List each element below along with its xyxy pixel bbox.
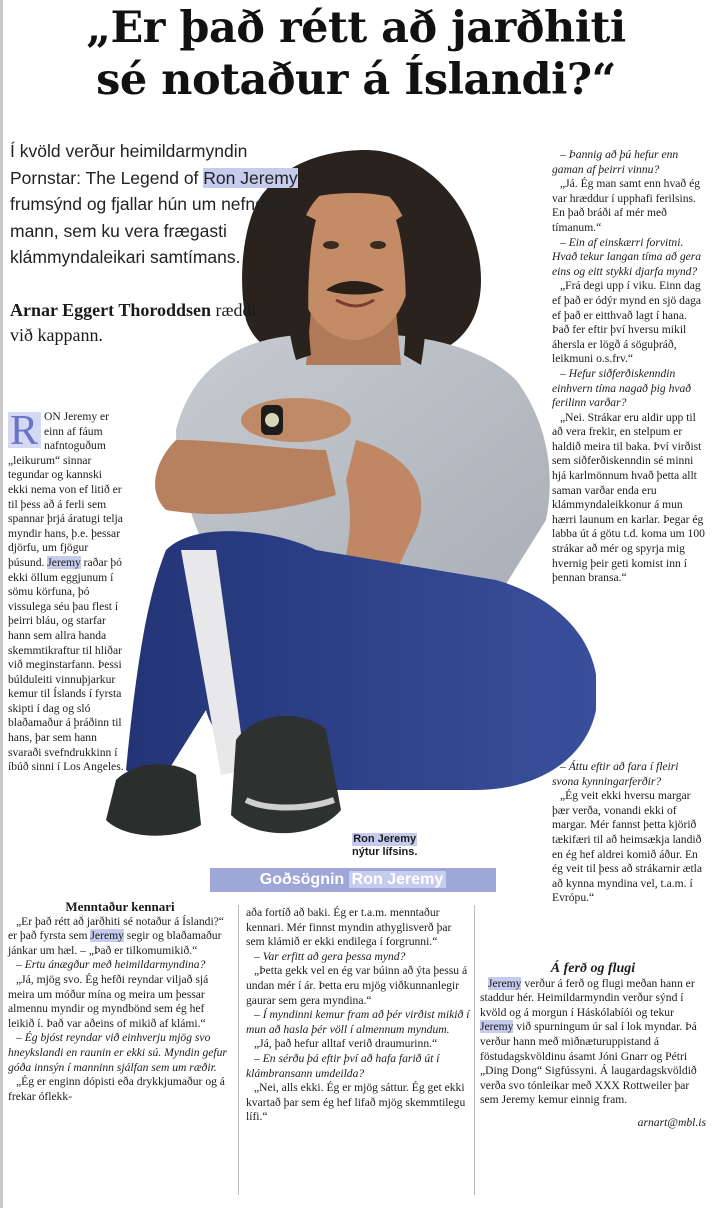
travel-section — [480, 962, 706, 1131]
banner-name: Ron Jeremy — [349, 871, 447, 888]
paragraph: aða fortíð að baki. Ég er t.a.m. menntaður kennari. Mér finnst myndin athyglisverð þar sem klámið er ekki endilega í forgrunni.“ — [246, 906, 452, 949]
page-edge — [0, 0, 3, 1208]
column-rule — [474, 905, 475, 1195]
answer: „Nei. Strákar eru aldir upp til að vera frekir, en stelpum er haldið meira til baka. Því virðist sem siðferðiskenndin sé minni hjá karlmönnum hvað þetta allt saman varðar enda eru klámmyndaleikkonur á mun hærri launum en karlar. Þegar ég labba út á götu t.d. koma um 100 strákar að mér og spyrja mig hvernig þeir geti komist inn í þennan bransa.“ — [552, 410, 705, 585]
paragraph — [8, 915, 232, 959]
question: – Áttu eftir að fara í fleiri svona kynningarferðir? — [552, 760, 679, 788]
answer: „Ég er enginn dópisti eða drykkjumaður og á frekar óflekk- — [8, 1075, 225, 1103]
intro-part-b: frumsýnd og fjallar hún um nefndan mann, sem ku vera frægasti klámmyndaleikari samtímans. — [10, 194, 285, 267]
answer: „Þetta gekk vel en ég var búinn að ýta þessu á undan mér í ár. Þetta eru mjög viðkunnanlegir gaurar sem gera myndina.“ — [246, 964, 468, 1007]
travel-para-b: við spurningum úr sal í lok myndar. Þá verður hann með miðnæturuppistand á föstudagskvöldinu ásamt Jóni Gnarr og Pétri „Ding Dong“ Sigfússyni. Á laugardagskvöldið verða svo tónleikar með XXX Rottweiler þar sem Jeremy kemur einnig fram. — [480, 1020, 697, 1107]
highlighted-name: Jeremy — [488, 976, 522, 990]
caption-name: Ron Jeremy — [353, 833, 417, 845]
intro-part-a: Í kvöld verður heimildarmyndin Pornstar: The Legend of — [10, 141, 248, 188]
question: – Hefur siðferðiskenndin einhvern tíma nagað þig hvað ferilinn varðar? — [552, 366, 692, 410]
headline-line-2: sé notaður á Íslandi?“ — [96, 55, 616, 105]
banner-word: Goðsögnin — [259, 871, 345, 888]
answer: „Já, það hefur alltaf verið draumurinn.“ — [254, 1037, 438, 1051]
right-column-lower — [552, 760, 706, 906]
section-subhead: Á ferð og flugi — [550, 961, 636, 976]
para-b: segir og blaðamaður jánkar um hæl. – „Það er tilkomumikið.“ — [8, 929, 222, 957]
lead-para-a: ON Jeremy er einn af fáum nafntoguðum „leikurum“ sinnar tegundar og kannski ekki nema von ef litið er til þess að á ferli sem spannar þrjá áratugi telja myndir hans, þ.e. þessar djörfu, um fjögur þúsund. — [8, 410, 123, 569]
headline-line-1: „Er það rétt að jarðhiti — [86, 3, 626, 53]
question: – En sérðu þá eftir því að hafa farið út í klámbransann umdeilda? — [246, 1051, 440, 1080]
intro-text — [10, 138, 310, 271]
question: – Ein af einskærri forvitni. Hvað tekur langan tíma að gera eins og eitt stykki djarfa mynd? — [552, 235, 702, 278]
author-name: Arnar Eggert Thoroddsen — [10, 300, 212, 320]
lead-para-b: raðar þó ekki öllum eggjunum í sömu körfuna, þó vissulega séu þau flest í þeirri bláu, og starfar hann sem allra handa skemmtikraftur til hliðar við meginstarfann. Þessi búlduleiti vinnuþjarkur kemur til Íslands í fyrsta skipti í dag og sló blaðamaður á þráðinn til hans, þar sem hann svaraði svefndrukkinn í íbúð sinni í Los Angeles. — [8, 555, 124, 774]
highlighted-name: Jeremy — [90, 929, 124, 943]
bottom-middle-column — [246, 906, 470, 1125]
question: – Í myndinni kemur fram að þér virðist mikið í mun að hasla þér völl í almennum myndum. — [246, 1008, 470, 1036]
column-rule — [238, 905, 239, 1195]
section-subhead: Menntaður kennari — [65, 899, 175, 914]
lead-column — [8, 410, 124, 775]
signature: arnart@mbl.is — [637, 1115, 706, 1129]
headline — [6, 2, 706, 106]
question: – Var erfitt að gera þessa mynd? — [254, 949, 406, 963]
answer: „Nei, alls ekki. Ég er mjög sáttur. Ég get ekki kvartað þar sem ég hef lifað mjög skemmtilegu lífi.“ — [246, 1081, 466, 1124]
question: – Ég bjóst reyndar við einhverju mjög svo hneykslandi en raunin er ekki sú. Myndin gefur góða innsýn í manninn sjálfan sem um ræðir. — [8, 1031, 227, 1074]
caption-rest: nýtur lífsins. — [352, 846, 418, 858]
bottom-left-column — [8, 900, 232, 1104]
photo-caption — [352, 833, 417, 859]
pull-banner — [210, 868, 496, 892]
answer: „Já, mjög svo. Ég hefði reyndar viljað sjá meira um móður mína og meira um þessar almennu myndir og myndbönd sem ég hef leikið í. Það var aðeins of mikið af klámi.“ — [8, 972, 209, 1030]
question: – Þannig að þú hefur enn gaman af þeirri vinnu? — [552, 148, 679, 176]
highlighted-name: Jeremy — [47, 555, 81, 569]
highlighted-name: Ron Jeremy — [203, 167, 298, 188]
answer: „Ég veit ekki hversu margar þær verða, vonandi ekki of margar. Mér fannst þetta kjörið tækifæri til að heimsækja landið en ég hef aldrei komið áður. En ég veit til þess að strákarnir ætla að kynna myndina vel, t.a.m. í Evrópu.“ — [552, 789, 703, 905]
question: – Ertu ánægður með heimildarmyndina? — [16, 958, 206, 972]
answer: „Frá degi upp í viku. Einn dag ef það er ódýr mynd en sjö daga ef það er eitthvað lagt í hana. Það fer eftir því hversu mikil áhersla er lögð á söguþráð, leikmuni o.s.frv.“ — [552, 279, 702, 366]
drop-cap: R — [8, 412, 41, 448]
travel-paragraph — [480, 977, 706, 1108]
answer: „Já. Ég man samt enn hvað ég var hræddur í upphafi ferilsins. En það bráði af mér með tímanum.“ — [552, 177, 701, 234]
byline-rest: ræddi við kappann. — [10, 300, 257, 345]
right-column — [552, 148, 706, 586]
highlighted-name: Jeremy — [480, 1020, 514, 1034]
byline — [10, 298, 270, 348]
para-a: „Er það rétt að jarðhiti sé notaður á Íslandi?“ er það fyrsta sem — [8, 914, 224, 943]
travel-para-a: verður á ferð og flugi meðan hann er staddur hér. Heimildarmyndin verður sýnd í kvöld og á morgun í Háskólabíói og tekur — [480, 976, 695, 1019]
